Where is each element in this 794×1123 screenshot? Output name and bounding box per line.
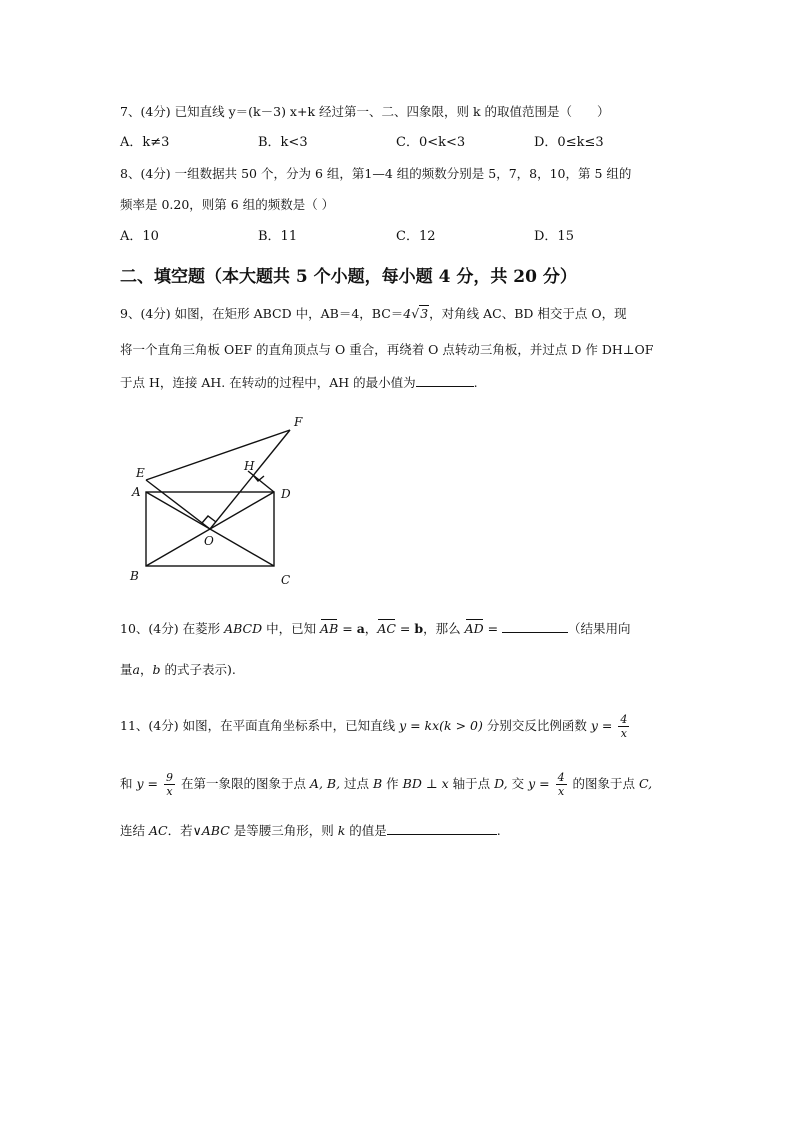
- label-a: A: [132, 485, 141, 499]
- k-condition: (k > 0): [439, 718, 483, 733]
- q11-l2-text5: 交: [507, 776, 529, 791]
- q10-eq2: =: [395, 621, 415, 636]
- right-angle-mark-h: [253, 475, 264, 481]
- fraction-9-over-x: [164, 771, 175, 798]
- q11-l3-text4: 的值是: [345, 823, 387, 838]
- y-equals: y =: [590, 718, 617, 733]
- label-c: C: [281, 573, 291, 587]
- q11-l1-text2: 分别交反比例函数: [482, 718, 591, 733]
- vector-ac: AC: [377, 621, 396, 636]
- segment-of: [210, 430, 290, 529]
- q7-option-d: D．0≤k≤3: [534, 135, 604, 150]
- q11-l2-and: 和: [120, 776, 137, 791]
- q11-l3-text2: ．若: [167, 823, 193, 838]
- q7-stem: 7、(4分) 已知直线 y＝(k－3) x+k 经过第一、二、四象限，则 k 的取值范围是（ ）: [120, 104, 610, 119]
- q11-period: .: [496, 823, 501, 838]
- q11-line1: [120, 708, 631, 744]
- segment-ac: AC: [148, 823, 168, 838]
- q10-mid1: 中，已知: [262, 621, 321, 636]
- q10-mid2: ，那么: [423, 621, 465, 636]
- label-o: O: [204, 534, 214, 548]
- q8-option-a: A．10: [120, 229, 159, 244]
- line-equation: y = kx: [399, 718, 440, 733]
- q10-sep: ，: [364, 621, 378, 636]
- vector-a: a: [356, 621, 365, 636]
- q9-period: .: [473, 375, 478, 390]
- bc-coefficient: 4: [403, 306, 412, 321]
- q10-line2-sep: ，: [139, 662, 153, 677]
- q10-eq3: =: [483, 621, 503, 636]
- q11-line3: [120, 822, 501, 839]
- q11-l2-text3: 作: [382, 776, 403, 791]
- point-d: D,: [494, 776, 508, 791]
- section-heading: 二、填空题（本大题共 5 个小题，每小题 4 分，共 20 分）: [120, 267, 577, 287]
- q11-l2-text2: 过点: [340, 776, 374, 791]
- q10-eq1: =: [338, 621, 357, 636]
- q7-option-b: B．k<3: [258, 135, 308, 150]
- q8-option-d: D．15: [534, 229, 574, 244]
- q10-suffix: （结果用向: [568, 621, 631, 636]
- segment-ef: [146, 430, 290, 480]
- q10-shape: ABCD: [224, 621, 263, 636]
- vector-a-ref: a: [132, 662, 140, 677]
- q8-stem-line1: 8、(4分) 一组数据共 50 个，分为 6 组，第1—4 组的频数分别是 5，7，8，10，第 5 组的: [120, 166, 632, 181]
- segment-oe: [146, 480, 210, 529]
- fraction-4-over-x: [618, 713, 629, 740]
- label-h: H: [244, 459, 255, 473]
- bd-perp-x: BD ⊥ x: [402, 776, 449, 791]
- label-d: D: [281, 487, 291, 501]
- q9-geometry-figure: [128, 412, 308, 592]
- answer-blank-q10[interactable]: [502, 620, 568, 633]
- q11-l2-text: 在第一象限的图象于点: [176, 776, 310, 791]
- q9-line2: 将一个直角三角板 OEF 的直角顶点与 O 重合，再绕着 O 点转动三角板，并过点 D 作 DH⊥OF: [120, 342, 654, 357]
- label-b: B: [130, 569, 139, 583]
- label-f: F: [294, 415, 303, 429]
- q9-line3: [120, 374, 478, 391]
- q11-line2: [120, 766, 652, 802]
- q10-prefix: 10、(4分) 在菱形: [120, 621, 225, 636]
- points-ab: A, B,: [309, 776, 341, 791]
- frac1-denominator: x: [620, 727, 627, 740]
- point-b: B: [373, 776, 383, 791]
- q9-line1-end: ，对角线 AC、BD 相交于点 O，现: [429, 306, 627, 321]
- y-equals-2: y =: [136, 776, 162, 791]
- sqrt-symbol: √: [411, 306, 420, 321]
- q11-l2-text4: 轴于点: [448, 776, 495, 791]
- frac3-numerator: 4: [557, 771, 565, 784]
- vector-b: b: [414, 621, 424, 636]
- q7-option-c: C．0<k<3: [396, 135, 466, 150]
- frac2-denominator: x: [166, 785, 173, 798]
- vector-ab: AB: [320, 621, 339, 636]
- frac1-numerator: 4: [620, 713, 628, 726]
- q8-option-c: C．12: [396, 229, 436, 244]
- right-angle-mark-o: [202, 516, 216, 523]
- q8-stem-line2: 频率是 0.20，则第 6 组的频数是（ ）: [120, 197, 335, 212]
- answer-blank-q11[interactable]: [387, 822, 497, 835]
- q10-line2-end: 的式子表示).: [160, 662, 236, 677]
- variable-k: k: [337, 823, 346, 838]
- q11-l3-text3: 是等腰三角形，则: [229, 823, 338, 838]
- q11-l1-text: 11、(4分) 如图，在平面直角坐标系中，已知直线: [120, 718, 400, 733]
- vector-b-ref: b: [152, 662, 161, 677]
- vector-ad: AD: [464, 621, 484, 636]
- y-equals-3: y =: [528, 776, 554, 791]
- q11-l3-text: 连结: [120, 823, 149, 838]
- q9-line3-text: 于点 H，连接 AH. 在转动的过程中，AH 的最小值为: [120, 375, 416, 390]
- q7-option-a: A．k≠3: [120, 135, 170, 150]
- label-e: E: [136, 466, 145, 480]
- q9-line1-start: 9、(4分) 如图，在矩形 ABCD 中，AB＝4，BC＝: [120, 306, 404, 321]
- frac2-numerator: 9: [165, 771, 173, 784]
- q11-l2-text6: 的图象于点: [568, 776, 640, 791]
- answer-blank-q9[interactable]: [416, 374, 474, 387]
- q10-line1: [120, 620, 631, 637]
- segment-dh: [248, 471, 274, 492]
- q8-option-b: B．11: [258, 229, 298, 244]
- bc-radicand: 3: [420, 306, 429, 321]
- fraction-4-over-x-2: [556, 771, 567, 798]
- q10-line2-start: 量: [120, 662, 133, 677]
- triangle-abc: ∨ABC: [192, 823, 230, 838]
- q10-line2: [120, 662, 236, 678]
- q9-line1: [120, 306, 627, 322]
- frac3-denominator: x: [557, 785, 565, 798]
- point-c: C,: [639, 776, 653, 791]
